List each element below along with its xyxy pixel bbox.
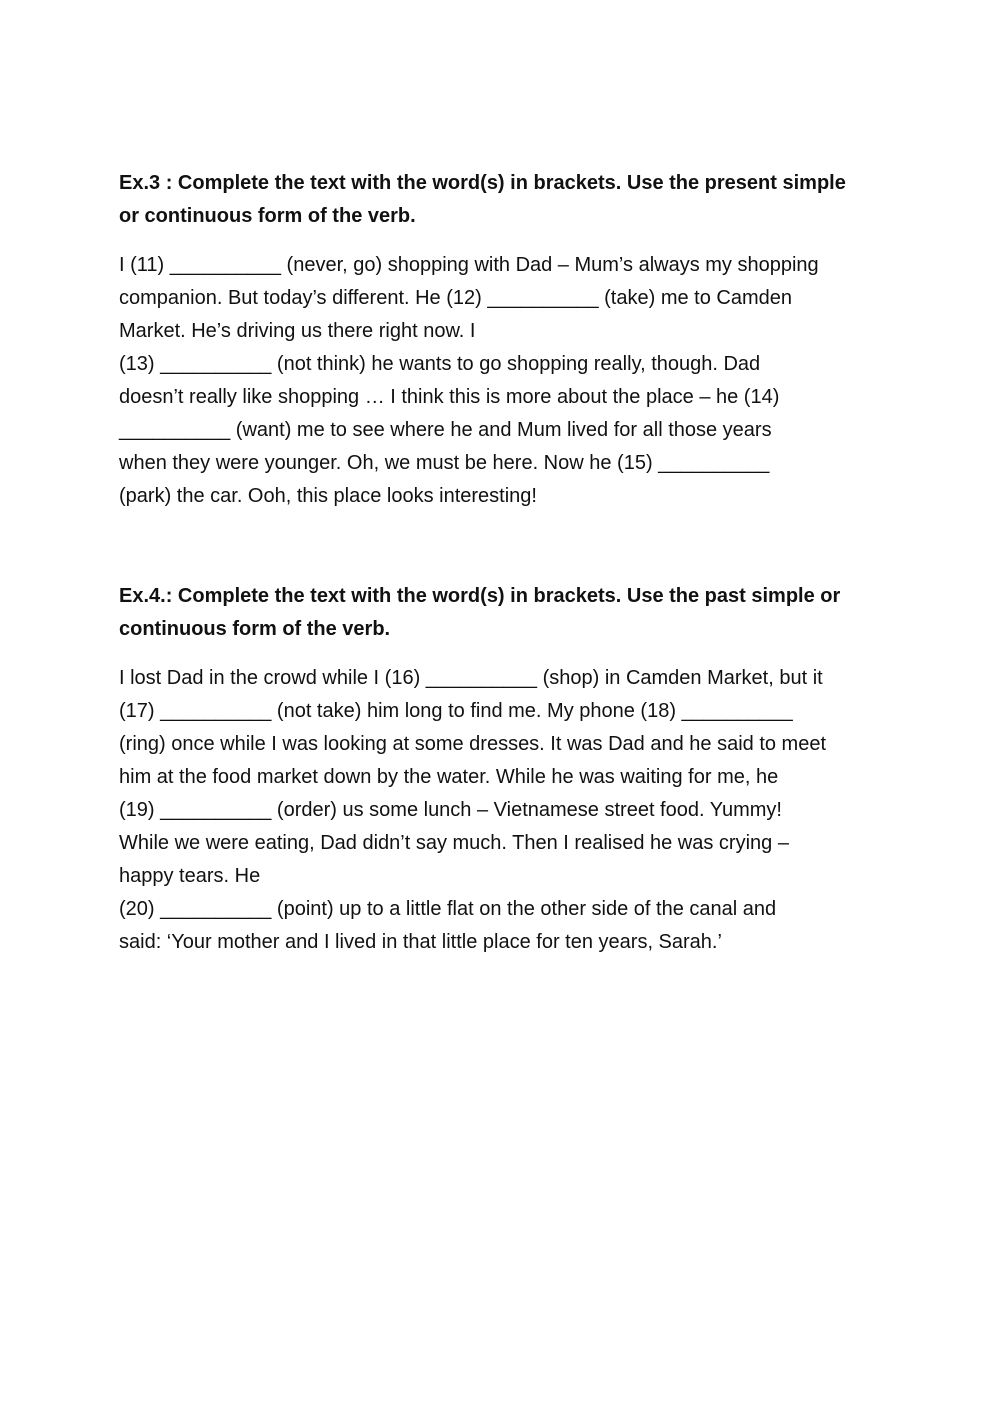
text-line: (20) __________ (point) up to a little flat on the other side of the canal and	[119, 898, 777, 920]
text-line: doesn’t really like shopping … I think this is more about the place – he (14)	[119, 386, 780, 408]
heading-line: Ex.4.: Complete the text with the word(s) in brackets. Use the past simple or	[119, 585, 841, 607]
text-line: (13) __________ (not think) he wants to go shopping really, though. Dad	[119, 353, 761, 375]
text-line: While we were eating, Dad didn’t say much. Then I realised he was crying –	[119, 832, 789, 854]
text-line: said: ‘Your mother and I lived in that little place for ten years, Sarah.’	[119, 931, 722, 953]
exercise-3-text	[119, 249, 889, 513]
exercise-4-heading	[119, 580, 889, 646]
text-line: companion. But today’s different. He (12) __________ (take) me to Camden	[119, 287, 792, 309]
exercise-4-text	[119, 662, 889, 959]
text-line: when they were younger. Oh, we must be here. Now he (15) __________	[119, 452, 770, 474]
text-line: __________ (want) me to see where he and Mum lived for all those years	[119, 419, 772, 441]
exercise-4	[119, 580, 889, 959]
text-line: him at the food market down by the water. While he was waiting for me, he	[119, 766, 779, 788]
exercise-3	[119, 167, 889, 513]
heading-line: continuous form of the verb.	[119, 618, 391, 640]
heading-line: or continuous form of the verb.	[119, 205, 416, 227]
text-line: (19) __________ (order) us some lunch – Vietnamese street food. Yummy!	[119, 799, 782, 821]
text-line: happy tears. He	[119, 865, 261, 887]
text-line: Market. He’s driving us there right now. I	[119, 320, 476, 342]
exercise-3-heading	[119, 167, 889, 233]
text-line: (ring) once while I was looking at some dresses. It was Dad and he said to meet	[119, 733, 827, 755]
text-line: I lost Dad in the crowd while I (16) __________ (shop) in Camden Market, but it	[119, 667, 823, 689]
text-line: I (11) __________ (never, go) shopping with Dad – Mum’s always my shopping	[119, 254, 819, 276]
text-line: (park) the car. Ooh, this place looks interesting!	[119, 485, 537, 507]
text-line: (17) __________ (not take) him long to find me. My phone (18) __________	[119, 700, 793, 722]
heading-line: Ex.3 : Complete the text with the word(s) in brackets. Use the present simple	[119, 172, 846, 194]
